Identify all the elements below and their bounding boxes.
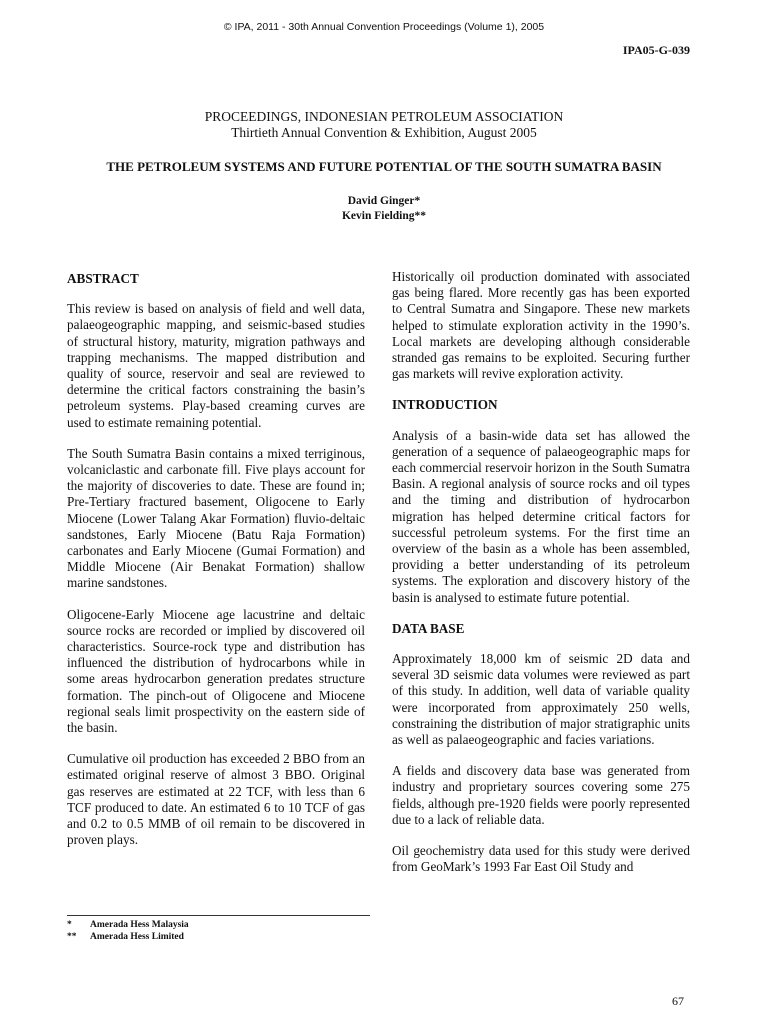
proceedings-header <box>0 109 768 141</box>
footnote-1 <box>67 919 189 931</box>
abstract-paragraph-5: Historically oil production dominated with associated gas being flared. More recently gas has been exported to Central Sumatra and Singapore. These new markets helped to stimulate exploration activity in the 1990’s. Local markets are developing although considerable stranded gas remains to be exploited. Securing further gas markets will revive exploration activity. <box>392 269 690 382</box>
proceedings-line-2: Thirtieth Annual Convention & Exhibition, August 2005 <box>231 125 537 140</box>
database-paragraph-3: Oil geochemistry data used for this study were derived from GeoMark’s 1993 Far East Oil Study and <box>392 843 690 875</box>
paper-title: THE PETROLEUM SYSTEMS AND FUTURE POTENTIAL OF THE SOUTH SUMATRA BASIN <box>106 159 662 174</box>
footnote-2 <box>67 931 189 943</box>
author-1: David Ginger* <box>347 195 421 207</box>
footnote-mark: * <box>67 920 72 930</box>
footnote-mark: ** <box>67 932 77 942</box>
footnotes <box>67 919 189 943</box>
abstract-paragraph-4: Cumulative oil production has exceeded 2 BBO from an estimated original reserve of almost 3 BBO. Original gas reserves are estimated at 22 TCF, with less than 6 TCF produced to date. An estimated 6 to 10 TCF of gas and 0.2 to 0.5 MMB of oil remain to be discovered in proven plays. <box>67 751 365 848</box>
abstract-paragraph-3: Oligocene-Early Miocene age lacustrine and deltaic source rocks are recorded or implied by discovered oil characteristics. Source-rock type and distribution has influenced the distribution of hydrocarbons while in some areas hydrocarbon generation predates structure formation. The pinch-out of Oligocene and Miocene regional seals limit prospectivity on the eastern side of the basin. <box>67 606 365 736</box>
database-paragraph-2: A fields and discovery data base was generated from industry and proprietary sources covering some 275 fields, although pre-1920 fields were poorly represented due to a lack of reliable data. <box>392 763 690 827</box>
right-column <box>392 269 690 891</box>
author-2: Kevin Fielding** <box>341 210 427 222</box>
database-paragraph-1: Approximately 18,000 km of seismic 2D data and several 3D seismic data volumes were reviewed as part of this study. In addition, well data of variable quality were incorporated from approximately 250 wells, constraining the distribution of major stratigraphic units as well as palaeogeographic and facies variations. <box>392 651 690 748</box>
introduction-paragraph: Analysis of a basin-wide data set has allowed the generation of a sequence of palaeogeographic maps for each commercial reservoir horizon in the South Sumatra Basin. A regional analysis of source rocks and oil types and the timing and distribution of hydrocarbon migration has helped determine critical factors for successful petroleum systems. For the first time an overview of the basin as a whole has been assembled, providing a better understanding of its petroleum systems. The exploration and discovery history of the basin is analysed to estimate future potential. <box>392 427 690 605</box>
database-heading: DATA BASE <box>392 620 465 636</box>
paper-id: IPA05-G-039 <box>622 43 690 57</box>
proceedings-line-1: PROCEEDINGS, INDONESIAN PETROLEUM ASSOCIATION <box>204 109 564 124</box>
abstract-paragraph-1: This review is based on analysis of field and well data, palaeogeographic mapping, and seismic-based studies of structural history, maturity, migration pathways and trapping mechanisms. The mapped distribution and quality of source, reservoir and seal are reviewed to determine the critical factors constraining the basin’s petroleum systems. Play-based creaming curves are used to estimate remaining potential. <box>67 301 365 430</box>
footnote-divider <box>67 915 370 916</box>
footnote-text: Amerada Hess Limited <box>90 932 184 942</box>
left-column <box>67 269 365 864</box>
footnote-text: Amerada Hess Malaysia <box>90 920 189 930</box>
abstract-paragraph-2: The South Sumatra Basin contains a mixed terriginous, volcaniclastic and carbonate fill. Five plays account for the majority of discoveries to date. These are found in; Pre-Tertiary fractured basement, Oligocene to Early Miocene (Lower Talang Akar Formation) fluvio-deltaic sandstones, Early Miocene (Batu Raja Formation) carbonates and Early Miocene (Gumai Formation) and Middle Miocene (Air Benakat Formation) shallow marine sandstones. <box>67 445 365 591</box>
author-list <box>0 194 768 224</box>
page-number: 67 <box>672 994 684 1008</box>
abstract-heading: ABSTRACT <box>67 271 139 286</box>
introduction-heading: INTRODUCTION <box>392 397 498 413</box>
copyright-notice: © IPA, 2011 - 30th Annual Convention Proceedings (Volume 1), 2005 <box>223 21 545 33</box>
